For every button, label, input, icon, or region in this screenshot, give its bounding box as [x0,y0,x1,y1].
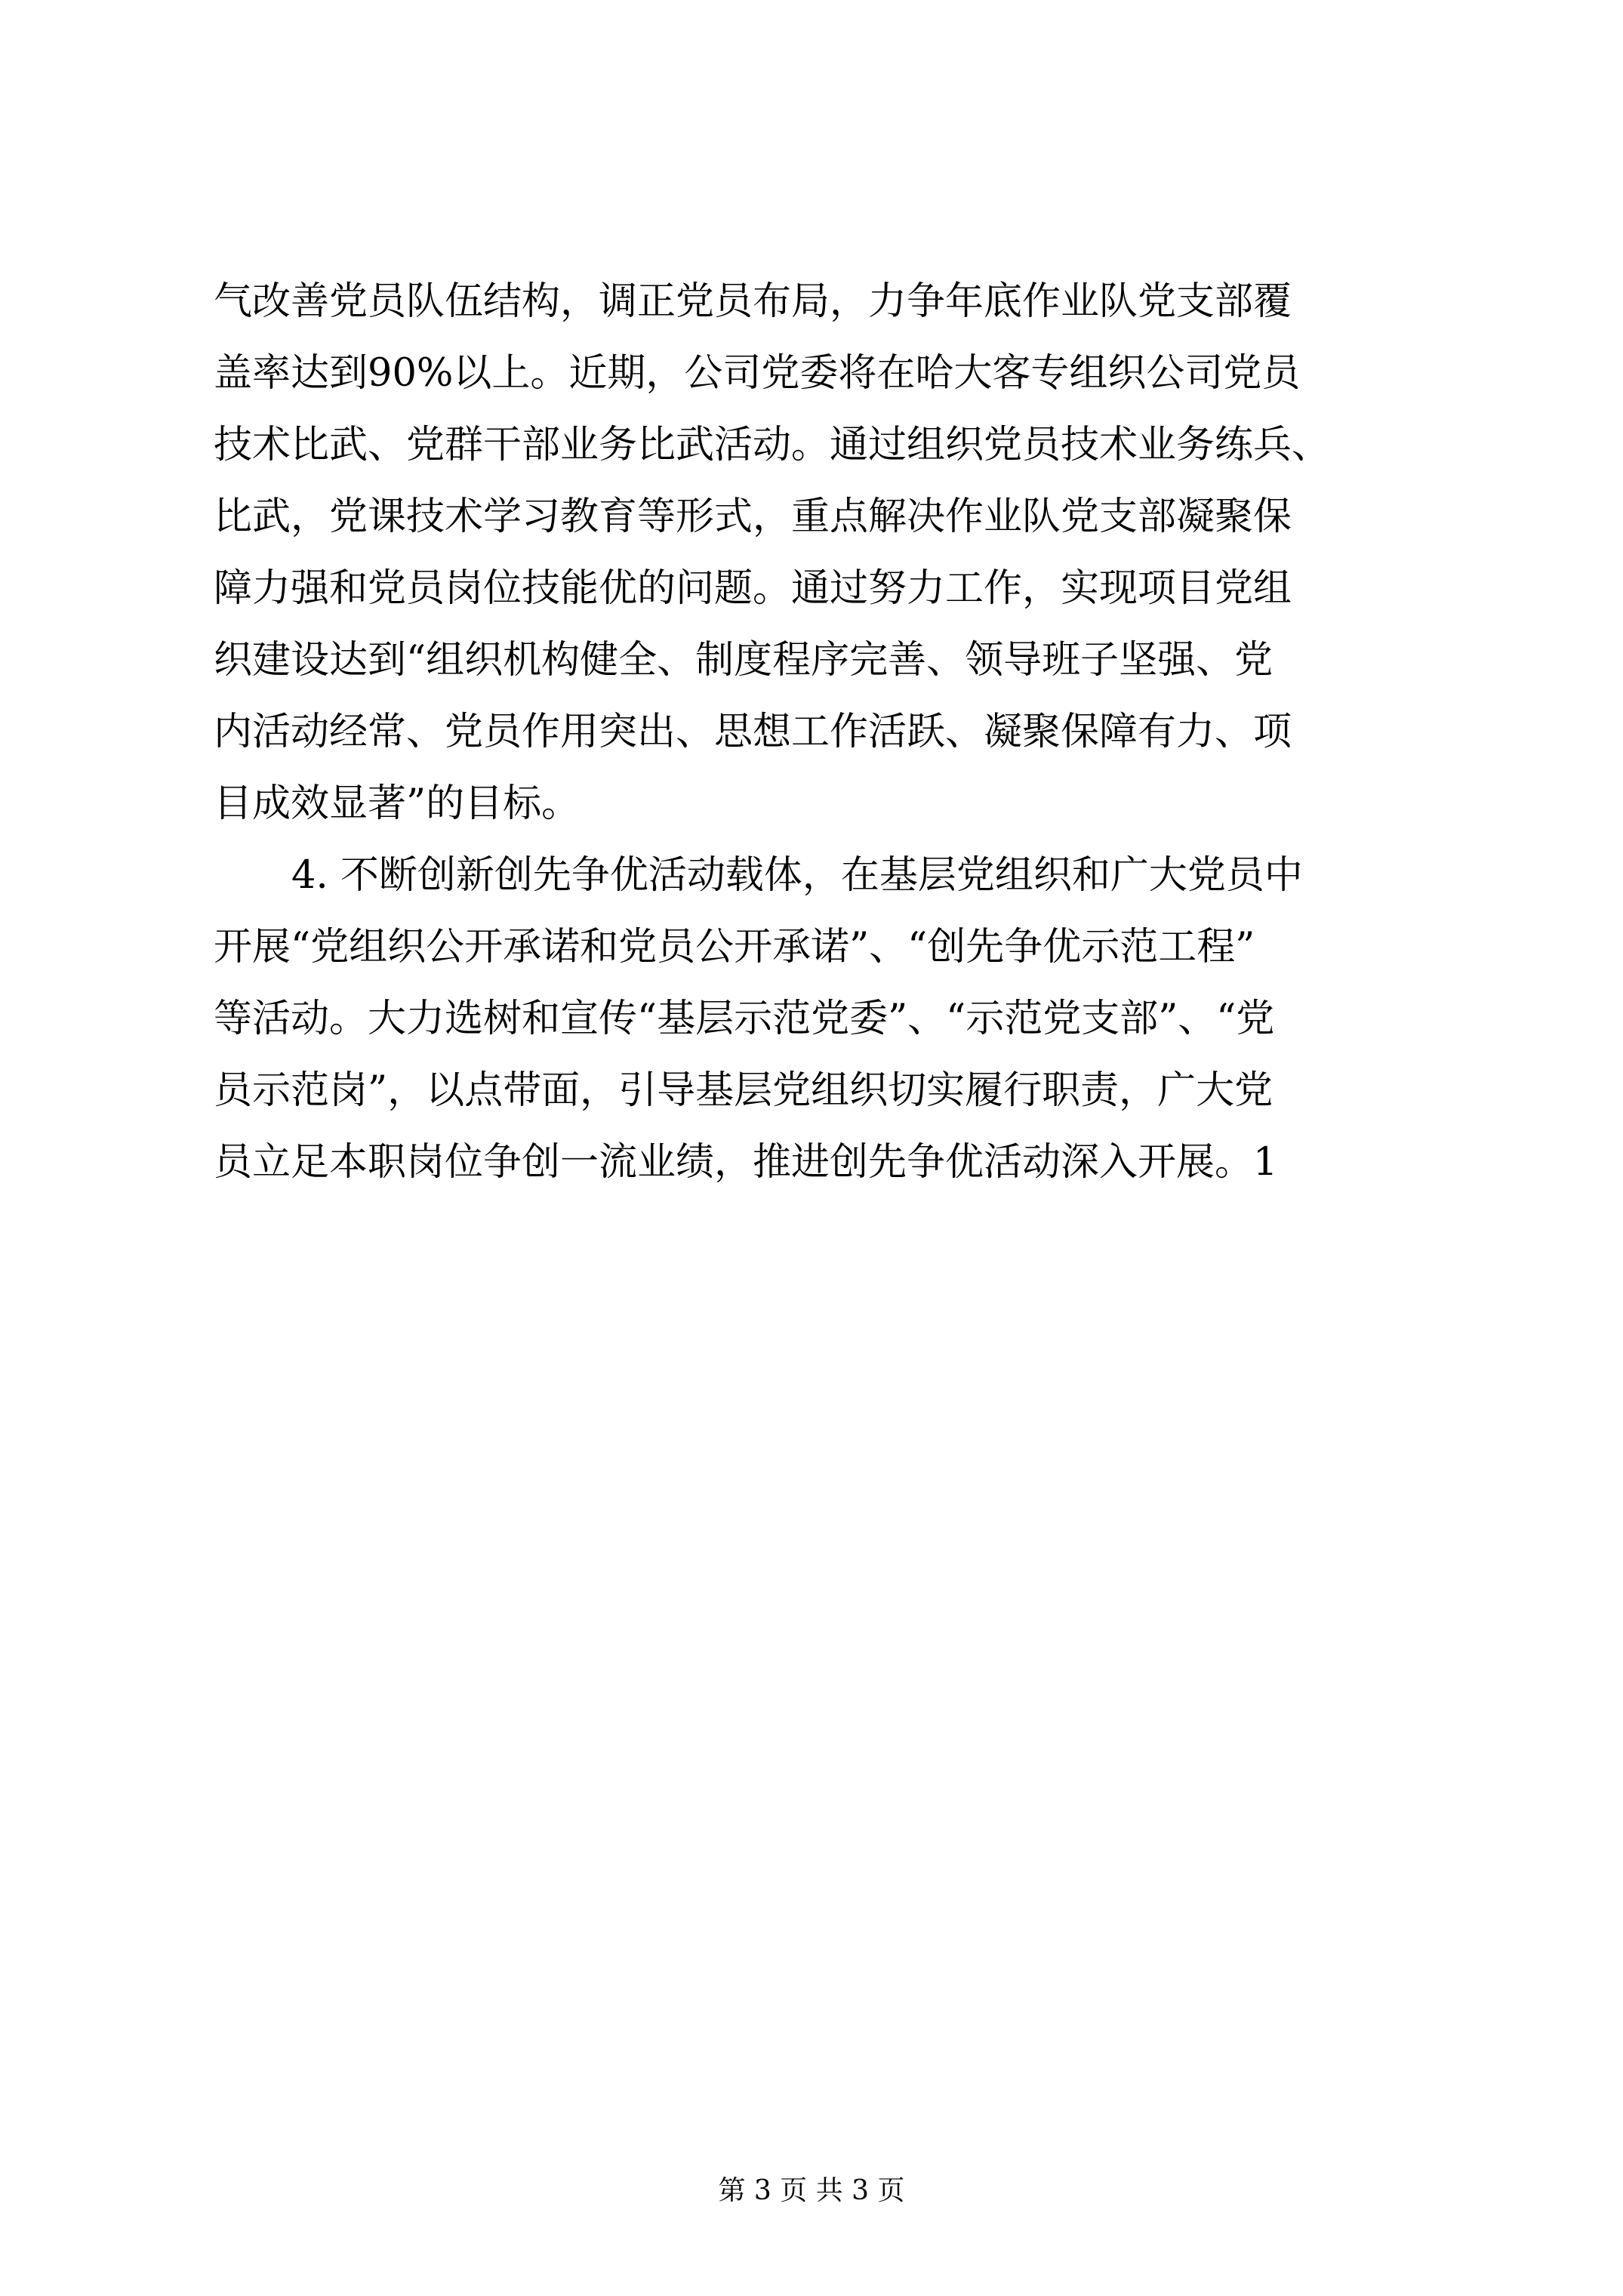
paragraph-line: 比武，党课技术学习教育等形式，重点解决作业队党支部凝聚保 [214,495,1292,539]
paragraph-line: 员立足本职岗位争创一流业绩，推进创先争优活动深入开展。1 [214,1140,1278,1185]
paragraph-line: 气改善党员队伍结构，调正党员布局，力争年底作业队党支部覆 [214,279,1292,324]
paragraph-line: 障力强和党员岗位技能优的问题。通过努力工作，实现项目党组 [214,566,1292,611]
paragraph-line: 员示范岗”，以点带面，引导基层党组织切实履行职责，广大党 [214,1068,1273,1113]
paragraph-line: 盖率达到90%以上。近期，公司党委将在哈大客专组织公司党员 [214,351,1301,396]
paragraph-line: 目成效显著”的目标。 [214,781,581,826]
paragraph-line: 开展“党组织公开承诺和党员公开承诺”、“创先争优示范工程” [214,925,1255,969]
paragraph-line: 技术比武、党群干部业务比武活动。通过组织党员技术业务练兵、 [214,423,1331,467]
paragraph-line: 织建设达到“组织机构健全、制度程序完善、领导班子坚强、党 [214,638,1273,683]
paragraph-line: 等活动。大力选树和宣传“基层示范党委”、“示范党支部”、“党 [214,997,1275,1041]
page-number-footer: 第 3 页 共 3 页 [718,2175,905,2206]
paragraph-line: 内活动经常、党员作用突出、思想工作活跃、凝聚保障有力、项 [214,710,1292,754]
paragraph-line: 4. 不断创新创先争优活动载体，在基层党组织和广大党员中 [291,853,1303,898]
